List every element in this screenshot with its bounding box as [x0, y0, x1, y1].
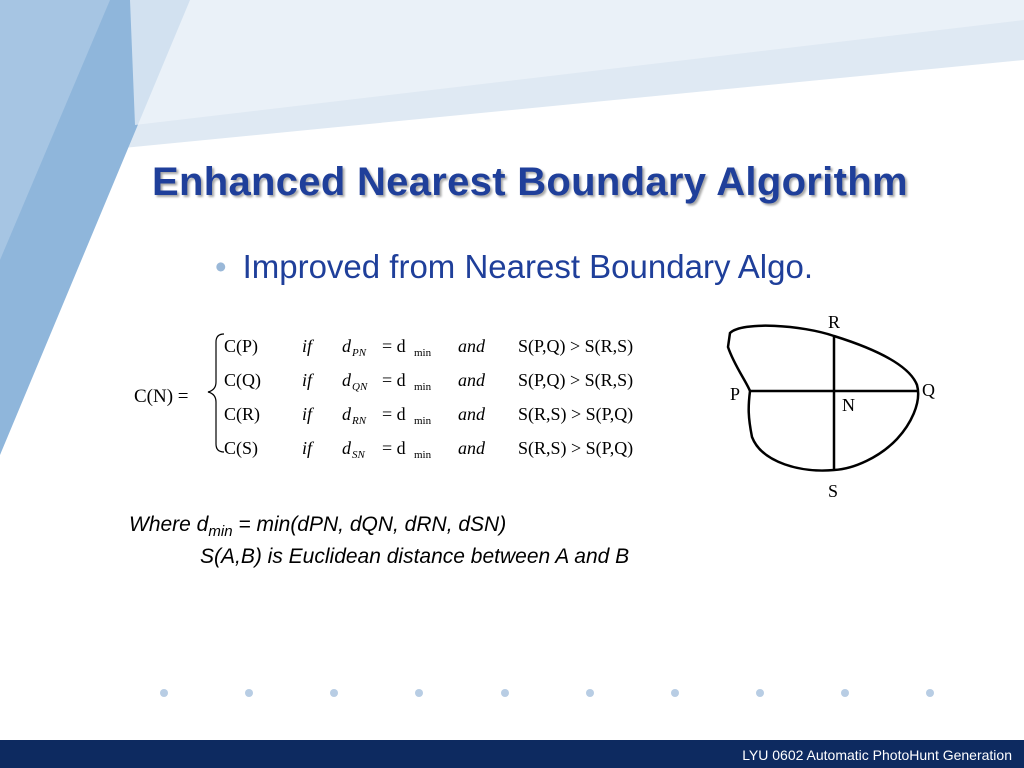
label-s: S	[828, 481, 839, 501]
svg-text:min: min	[414, 449, 432, 461]
svg-text:d: d	[342, 404, 351, 424]
bullet-dot-icon: •	[215, 248, 227, 285]
formula-brace	[208, 334, 224, 452]
svg-text:min: min	[414, 347, 432, 359]
svg-text:d: d	[342, 438, 351, 458]
svg-text:PN: PN	[352, 347, 367, 359]
svg-text:if: if	[302, 370, 313, 390]
svg-text:C(Q): C(Q)	[224, 370, 261, 390]
boundary-shape	[728, 326, 918, 471]
svg-text:QN: QN	[352, 381, 368, 393]
footer-text: LYU 0602 Automatic PhotoHunt Generation	[742, 747, 1012, 763]
svg-text:= d: = d	[382, 438, 406, 458]
svg-text:RN: RN	[352, 415, 367, 427]
svg-text:and: and	[458, 370, 485, 390]
svg-text:S(R,S) > S(P,Q): S(R,S) > S(P,Q)	[518, 438, 634, 458]
formula-case-row	[224, 438, 633, 461]
svg-text:and: and	[458, 438, 485, 458]
slide-title: Enhanced Nearest Boundary Algorithm	[152, 160, 908, 204]
formula-case-row	[224, 336, 633, 359]
label-q: Q	[922, 380, 935, 400]
svg-text:d: d	[342, 336, 351, 356]
formula-case-row	[224, 370, 633, 393]
svg-text:C(P): C(P)	[224, 336, 259, 356]
svg-text:SN: SN	[352, 449, 365, 461]
label-r: R	[828, 312, 841, 332]
piecewise-formula	[132, 322, 692, 462]
decorative-dots	[0, 686, 1024, 700]
label-p: P	[730, 384, 741, 404]
svg-text:and: and	[458, 404, 485, 424]
formula-lhs: C(N) =	[134, 386, 189, 407]
svg-text:and: and	[458, 336, 485, 356]
svg-text:C(R): C(R)	[224, 404, 260, 424]
formula-case-row	[224, 404, 633, 427]
svg-text:S(R,S) > S(P,Q): S(R,S) > S(P,Q)	[518, 404, 634, 424]
svg-text:if: if	[302, 336, 313, 356]
where-line-1: Where $d_{min} = \min(dPN$, dQN, dRN, dSN)	[129, 513, 507, 540]
svg-text:d: d	[342, 370, 351, 390]
svg-text:if: if	[302, 438, 313, 458]
bullet-text: Improved from Nearest Boundary Algo.	[242, 248, 814, 285]
svg-text:= d: = d	[382, 404, 406, 424]
svg-text:S(P,Q) > S(R,S): S(P,Q) > S(R,S)	[518, 336, 634, 356]
svg-text:S(P,Q) > S(R,S): S(P,Q) > S(R,S)	[518, 370, 634, 390]
svg-text:C(S): C(S)	[224, 438, 259, 458]
bullet-item	[215, 248, 813, 286]
svg-text:if: if	[302, 404, 313, 424]
boundary-diagram	[722, 307, 952, 503]
footer-bar	[0, 740, 1024, 768]
where-line-2: S(A,B) is Euclidean distance between A and B	[200, 545, 630, 568]
svg-text:min: min	[414, 381, 432, 393]
label-n: N	[842, 395, 855, 415]
svg-text:= d: = d	[382, 336, 406, 356]
svg-text:min: min	[414, 415, 432, 427]
svg-text:= d: = d	[382, 370, 406, 390]
